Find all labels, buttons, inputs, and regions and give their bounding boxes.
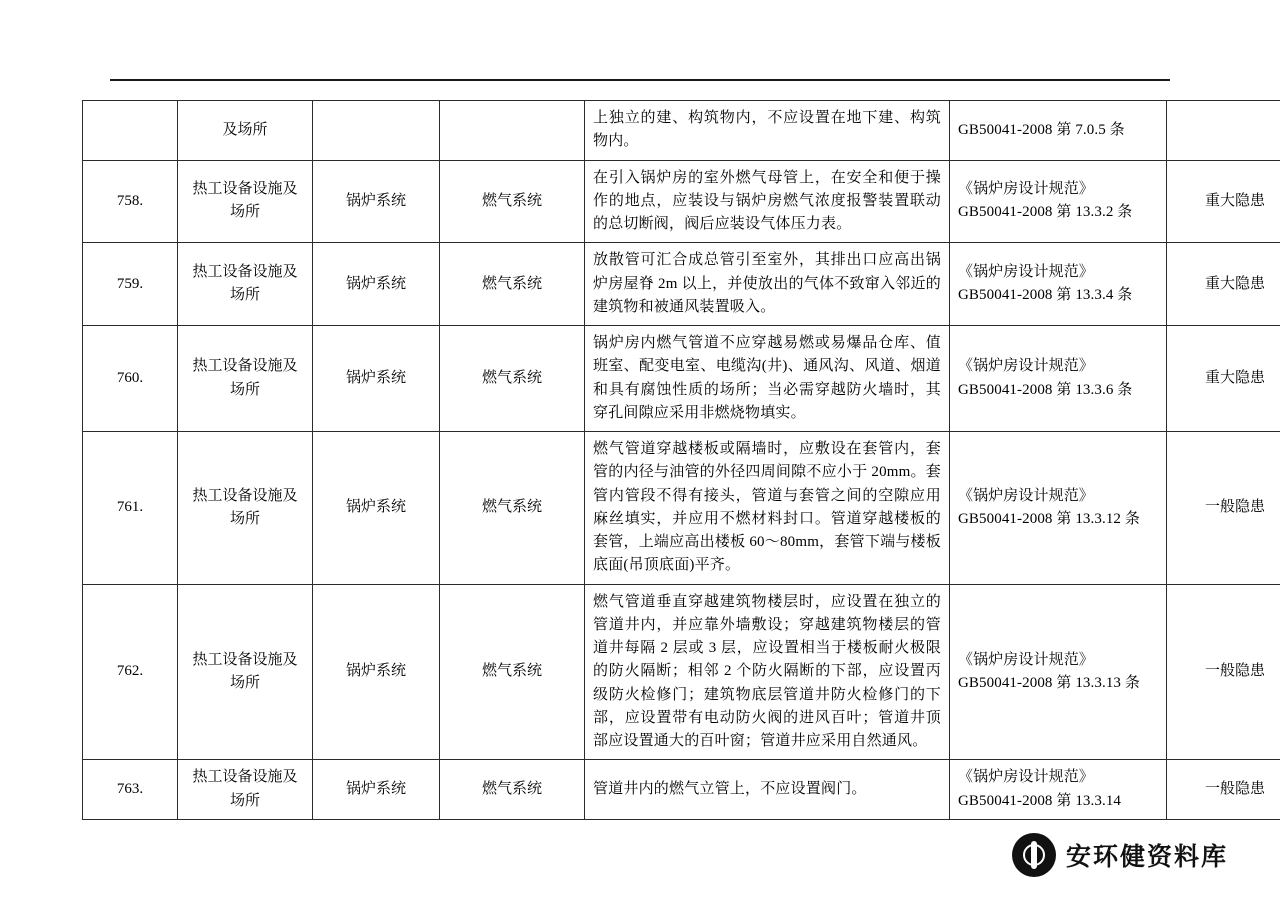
row-number <box>83 101 178 161</box>
row-number: 759. <box>83 243 178 326</box>
table-row <box>83 160 1280 243</box>
table-row <box>83 101 1280 161</box>
row-level: 一般隐患 <box>1167 432 1280 585</box>
row-reference-text: 《锅炉房设计规范》GB50041-2008 第 13.3.4 条 <box>958 263 1133 304</box>
row-description-text: 管道井内的燃气立管上，不应设置阀门。 <box>593 780 867 797</box>
row-system: 锅炉系统 <box>313 160 440 243</box>
row-number: 758. <box>83 160 178 243</box>
row-level: 重大隐患 <box>1167 326 1280 432</box>
row-category: 及场所 <box>178 101 313 161</box>
table-row <box>83 760 1280 820</box>
watermark <box>1012 833 1228 877</box>
row-subsystem: 燃气系统 <box>440 584 585 760</box>
row-system: 锅炉系统 <box>313 760 440 820</box>
row-subsystem: 燃气系统 <box>440 243 585 326</box>
table-row <box>83 584 1280 760</box>
row-level: 重大隐患 <box>1167 243 1280 326</box>
row-description <box>585 760 950 820</box>
row-reference <box>950 326 1167 432</box>
row-reference-text: 《锅炉房设计规范》GB50041-2008 第 13.3.2 条 <box>958 181 1133 221</box>
row-description-text: 上独立的建、构筑物内，不应设置在地下建、构筑物内。 <box>593 110 941 150</box>
row-reference <box>950 101 1167 161</box>
row-subsystem: 燃气系统 <box>440 326 585 432</box>
wechat-logo-icon <box>1012 833 1056 877</box>
row-description-text: 燃气管道穿越楼板或隔墙时，应敷设在套管内，套管的内径与油管的外径四周间隙不应小于 20mm。套管内管段不得有接头，管道与套管之间的空隙应用麻丝填实，并应用不燃材料封口。管道穿越楼板的套管，上端应高出楼板 60～80mm，套管下端与楼板底面(吊顶底面)平齐。 <box>593 441 941 574</box>
row-description <box>585 584 950 760</box>
row-system: 锅炉系统 <box>313 243 440 326</box>
row-subsystem: 燃气系统 <box>440 432 585 585</box>
row-system <box>313 101 440 161</box>
row-description <box>585 326 950 432</box>
row-description <box>585 243 950 326</box>
row-description <box>585 160 950 243</box>
row-number: 762. <box>83 584 178 760</box>
table-row <box>83 243 1280 326</box>
row-system: 锅炉系统 <box>313 326 440 432</box>
row-reference <box>950 160 1167 243</box>
row-subsystem <box>440 101 585 161</box>
row-description <box>585 432 950 585</box>
row-reference <box>950 584 1167 760</box>
row-system: 锅炉系统 <box>313 432 440 585</box>
row-reference-text: 《锅炉房设计规范》GB50041-2008 第 13.3.12 条 <box>958 487 1140 527</box>
row-subsystem: 燃气系统 <box>440 760 585 820</box>
row-number: 761. <box>83 432 178 585</box>
row-description-text: 放散管可汇合成总管引至室外，其排出口应高出锅炉房屋脊 2m 以上，并使放出的气体不致窜入邻近的建筑物和被通风装置吸入。 <box>593 252 941 315</box>
row-category: 热工设备设施及场所 <box>178 760 313 820</box>
hazard-table <box>82 100 1280 820</box>
row-reference-text: 《锅炉房设计规范》GB50041-2008 第 13.3.6 条 <box>958 358 1133 398</box>
watermark-label: 安环健资料库 <box>1065 843 1228 871</box>
row-level: 重大隐患 <box>1167 160 1280 243</box>
row-description-text: 燃气管道垂直穿越建筑物楼层时，应设置在独立的管道井内，并应靠外墙敷设；穿越建筑物楼层的管道井每隔 2 层或 3 层，应设置相当于楼板耐火极限的防火隔断；相邻 2 个防火隔断的下部，应设置丙级防火检修门；建筑物底层管道井防火检修门的下部，应设置带有电动防火阀的进风百叶；管道井顶部应设置通大的百叶窗；管道井应采用自然通风。 <box>593 593 941 749</box>
row-reference <box>950 243 1167 326</box>
row-reference-text: 《锅炉房设计规范》GB50041-2008 第 13.3.13 条 <box>958 651 1140 691</box>
row-reference <box>950 760 1167 820</box>
row-level: 一般隐患 <box>1167 760 1280 820</box>
row-category: 热工设备设施及场所 <box>178 160 313 243</box>
row-number: 763. <box>83 760 178 820</box>
row-category: 热工设备设施及场所 <box>178 326 313 432</box>
row-description-text: 锅炉房内燃气管道不应穿越易燃或易爆品仓库、值班室、配变电室、电缆沟(井)、通风沟、风道、烟道和具有腐蚀性质的场所；当必需穿越防火墙时，其穿孔间隙应采用非燃烧物填实。 <box>593 335 941 421</box>
row-level: 一般隐患 <box>1167 584 1280 760</box>
row-number: 760. <box>83 326 178 432</box>
row-category: 热工设备设施及场所 <box>178 584 313 760</box>
table-row <box>83 326 1280 432</box>
row-description <box>585 101 950 161</box>
row-category: 热工设备设施及场所 <box>178 243 313 326</box>
row-subsystem: 燃气系统 <box>440 160 585 243</box>
table-row <box>83 432 1280 585</box>
row-category: 热工设备设施及场所 <box>178 432 313 585</box>
header-rule <box>110 79 1170 81</box>
row-level <box>1167 101 1280 161</box>
row-description-text: 在引入锅炉房的室外燃气母管上，在安全和便于操作的地点，应装设与锅炉房燃气浓度报警装置联动的总切断阀，阀后应装设气体压力表。 <box>593 169 941 232</box>
row-reference-text: GB50041-2008 第 7.0.5 条 <box>958 121 1125 138</box>
row-reference-text: 《锅炉房设计规范》GB50041-2008 第 13.3.14 <box>958 769 1122 809</box>
row-system: 锅炉系统 <box>313 584 440 760</box>
row-reference <box>950 432 1167 585</box>
